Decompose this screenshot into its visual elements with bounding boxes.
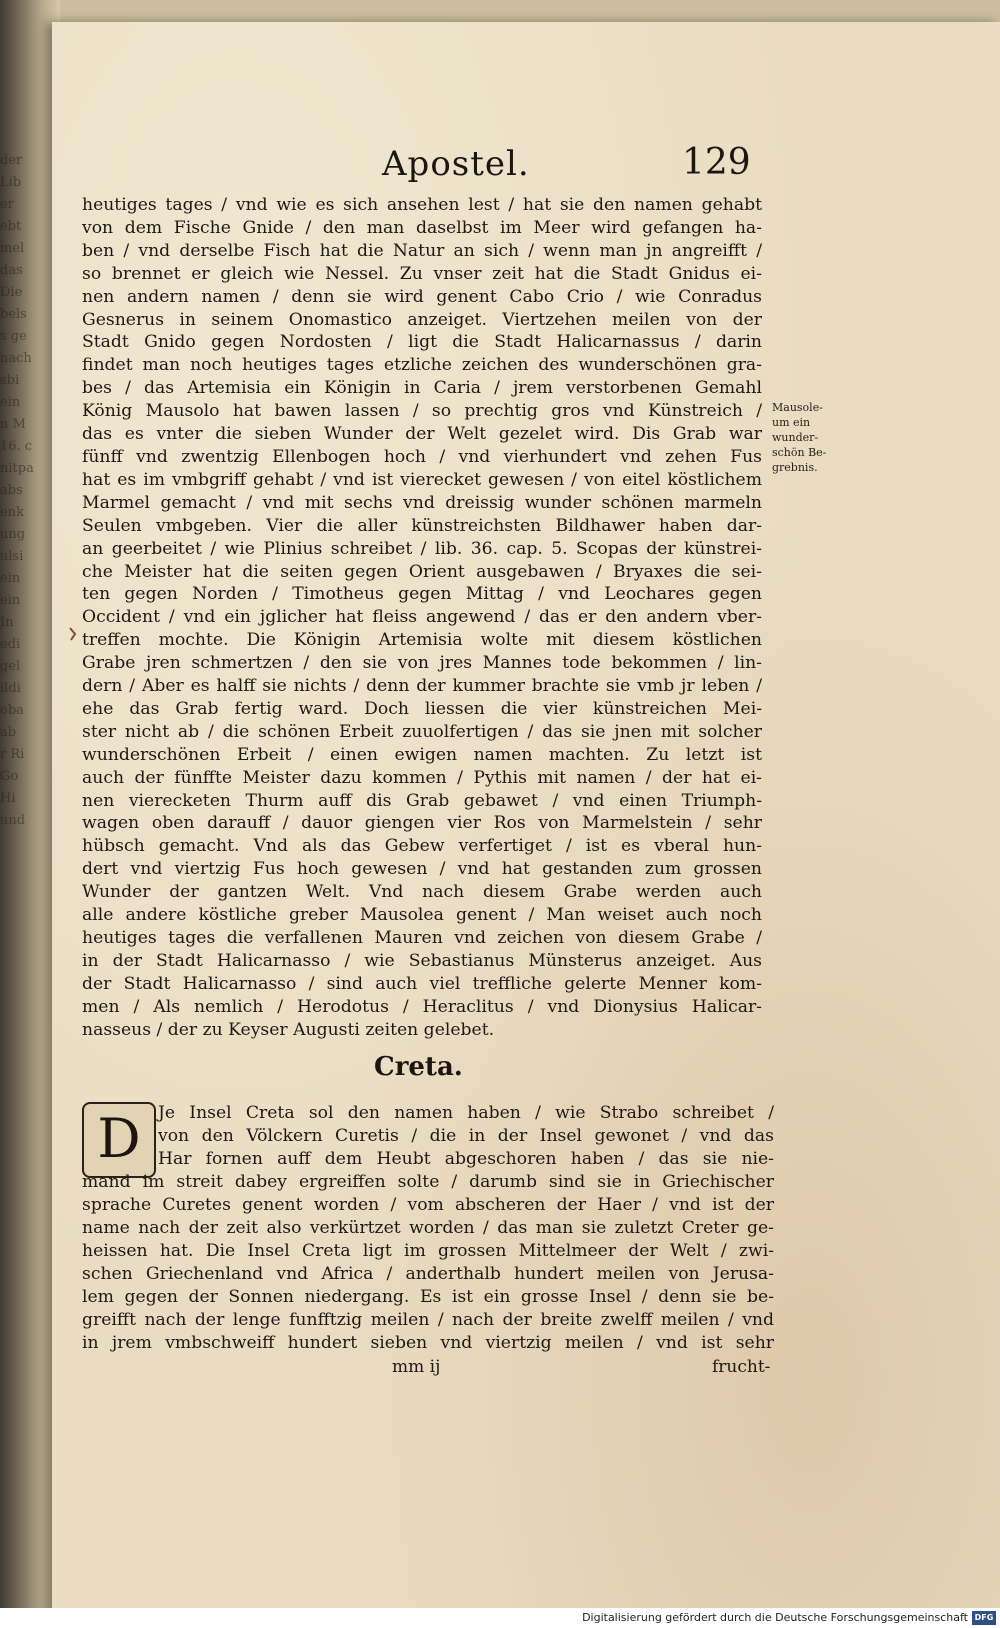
section-text-line: mand im streit dabey ergreiffen solte / darumb sind sie in Griechischer [82, 1172, 774, 1192]
fragment-line: Hi [0, 791, 16, 806]
fragment-line: gel [0, 659, 21, 674]
text-line: che Meister hat die seiten gegen Orient ausgebawen / Bryaxes die sei- [82, 561, 762, 582]
decorated-initial: D [82, 1102, 156, 1178]
fragment-line: das [0, 263, 23, 278]
section-heading: Creta. [374, 1052, 463, 1082]
running-title: Apostel. [382, 144, 530, 184]
book-page [52, 22, 1000, 1622]
text-line: Wunder der gantzen Welt. Vnd nach diesem Grabe werden auch [82, 882, 762, 903]
text-line: dern / Aber es halff sie nichts / denn der kummer brachte sie vmb jr leben / [82, 676, 762, 697]
footer-bar [0, 1608, 1000, 1628]
fragment-line: nitpa [0, 461, 34, 476]
fragment-line: Go [0, 769, 19, 784]
text-line: dert vnd viertzig Fus hoch gewesen / vnd hat gestanden zum grossen [82, 859, 762, 880]
fragment-line: er [0, 197, 14, 212]
text-line: men / Als nemlich / Herodotus / Heraclitus / vnd Dionysius Halicar- [82, 996, 762, 1017]
fragment-line: ildi [0, 681, 21, 696]
fragment-line: In [0, 615, 14, 630]
text-line: in der Stadt Halicarnasso / wie Sebastianus Münsterus anzeiget. Aus [82, 950, 762, 971]
fragment-line: edi [0, 637, 21, 652]
fragment-line: ung [0, 527, 26, 542]
fragment-line: ein [0, 395, 21, 410]
fragment-line: mel [0, 241, 25, 256]
text-line: an geerbeitet / wie Plinius schreibet / lib. 36. cap. 5. Scopas der künstrei- [82, 538, 762, 559]
text-line: fünff vnd zwentzig Ellenbogen hoch / vnd vierhundert vnd zehen Fus [82, 446, 762, 467]
section-text-line: greifft nach der lenge funfftzig meilen / nach der breite zwelff meilen / vnd [82, 1310, 774, 1330]
page-number: 129 [682, 142, 751, 183]
text-line: heutiges tages die verfallenen Mauren vnd zeichen von diesem Grabe / [82, 928, 762, 948]
body-text [82, 194, 762, 1042]
fragment-line: n M [0, 417, 26, 432]
text-line: Seulen vmbgeben. Vier die aller künstreichsten Bildhawer haben dar- [82, 515, 762, 536]
pencil-mark-icon [68, 627, 78, 641]
section-text-line: schen Griechenland vnd Africa / anderthalb hundert meilen von Jerusa- [82, 1264, 774, 1284]
text-line: wagen oben darauff / dauor giengen vier Ros von Marmelstein / sehr [82, 813, 762, 834]
fragment-line: und [0, 813, 26, 828]
text-line: ster nicht ab / die schönen Erbeit zuuolfertigen / das sie jnen mit solcher [82, 721, 762, 742]
text-line: Marmel gemacht / vnd mit sechs vnd dreissig wunder schönen marmeln [82, 492, 762, 513]
fragment-line: ulsi [0, 549, 24, 564]
fragment-line: ein [0, 593, 21, 608]
catchword: frucht- [712, 1357, 771, 1377]
margin-note-line: um ein [772, 416, 811, 429]
section-text-line: name nach der zeit also verkürtzet worden / das man sie zuletzt Creter ge- [82, 1218, 774, 1238]
fragment-line: ab [0, 725, 17, 740]
text-line: Gesnerus in seinem Onomastico anzeiget. Viertzehen meilen von der [82, 309, 762, 330]
fragment-line: Die [0, 285, 23, 300]
fragment-line: bels [0, 307, 27, 322]
text-line: ten gegen Norden / Timotheus gegen Mittag / vnd Leochares gegen [82, 584, 762, 605]
section-text-line: Je Insel Creta sol den namen haben / wie Strabo schreibet / [158, 1103, 774, 1123]
margin-note-line: schön Be- [772, 446, 827, 459]
running-head [52, 142, 1000, 192]
text-line: ben / vnd derselbe Fisch hat die Natur an sich / wenn man jn angreifft / [82, 240, 762, 261]
fragment-line: s ge [0, 329, 27, 344]
text-line: nen andern namen / denn sie wird genent Cabo Crio / wie Conradus [82, 286, 762, 307]
text-line: auch der fünffte Meister dazu kommen / Pythis mit namen / der hat ei- [82, 767, 762, 788]
section-text-line: von den Völckern Curetis / die in der Insel gewonet / vnd das [158, 1126, 774, 1146]
fragment-line: sbi [0, 373, 20, 388]
text-line: bes / das Artemisia ein Königin in Caria / jrem verstorbenen Gemahl [82, 378, 762, 399]
margin-note [772, 400, 834, 475]
fragment-line: ein [0, 571, 21, 586]
fragment-line: Lib [0, 175, 22, 190]
text-line: nen vierecketen Thurm auff dis Grab gebawet / vnd einen Triumph- [82, 790, 762, 811]
dfg-logo-icon: DFG [972, 1611, 996, 1625]
book-spine-shadow [0, 0, 60, 1628]
signature-mark: mm ij [392, 1357, 441, 1377]
facing-page-fragments [0, 150, 40, 832]
text-line: der Stadt Halicarnasso / sind auch viel treffliche gelerte Menner kom- [82, 973, 762, 994]
margin-note-line: wunder- [772, 431, 819, 444]
text-line: ehe das Grab fertig ward. Doch liessen die vier künstreichen Mei- [82, 698, 762, 719]
fragment-line: enk [0, 505, 24, 520]
fragment-line: r Ri [0, 747, 25, 762]
text-line: hübsch gemacht. Vnd als das Gebew verfertiget / ist es vberal hun- [82, 836, 762, 857]
section-text-line: in jrem vmbschweiff hundert sieben vnd viertzig meilen / vnd ist sehr [82, 1333, 774, 1353]
footer-text: Digitalisierung gefördert durch die Deutsche Forschungsgemeinschaft [582, 1611, 968, 1624]
text-line: so brennet er gleich wie Nessel. Zu vnser zeit hat die Stadt Gnidus ei- [82, 263, 762, 284]
text-line: das es vnter die sieben Wunder der Welt gezelet wird. Dis Grab war [82, 424, 762, 445]
fragment-line: nach [0, 351, 32, 366]
text-line: heutiges tages / vnd wie es sich ansehen lest / hat sie den namen gehabt [82, 195, 762, 215]
margin-note-line: grebnis. [772, 461, 818, 474]
text-line: König Mausolo hat bawen lassen / so prechtig gros vnd Künstreich / [82, 401, 762, 422]
text-line: von dem Fische Gnide / den man daselbst im Meer wird gefangen ha- [82, 217, 762, 238]
section-text-line: sprache Curetes genent worden / vom abscheren der Haer / vnd ist der [82, 1195, 774, 1215]
section-text-line: Har fornen auff dem Heubt abgeschoren haben / das sie nie- [158, 1149, 774, 1169]
margin-note-line: Mausole- [772, 401, 823, 414]
fragment-line: ebt [0, 219, 22, 234]
text-line: findet man noch heutiges tages etzliche zeichen des wunderschönen gra- [82, 355, 762, 376]
text-line: treffen mochte. Die Königin Artemisia wolte mit diesem köstlichen [82, 630, 762, 651]
fragment-line: der [0, 153, 23, 168]
text-line: wunderschönen Erbeit / einen ewigen namen machten. Zu letzt ist [82, 744, 762, 765]
section-text [82, 1102, 774, 1355]
text-line: nasseus / der zu Keyser Augusti zeiten gelebet. [82, 1019, 495, 1040]
fragment-line: oba [0, 703, 24, 718]
text-line: Occident / vnd ein jglicher hat fleiss angewend / das er den andern vber- [82, 607, 762, 628]
text-line: Stadt Gnido gegen Nordosten / ligt die Stadt Halicarnassus / darin [82, 332, 762, 353]
fragment-line: 16. c [0, 439, 33, 454]
text-line: alle andere köstliche greber Mausolea genent / Man weiset auch noch [82, 905, 762, 926]
text-line: hat es im vmbgriff gehabt / vnd ist vierecket gewesen / von eitel köstlichem [82, 469, 762, 490]
section-text-line: heissen hat. Die Insel Creta ligt im grossen Mittelmeer der Welt / zwi- [82, 1241, 774, 1261]
fragment-line: abs [0, 483, 23, 498]
text-line: Grabe jren schmertzen / den sie von jres Mannes tode bekommen / lin- [82, 653, 762, 674]
section-text-line: lem gegen der Sonnen niedergang. Es ist ein grosse Insel / denn sie be- [82, 1287, 774, 1307]
